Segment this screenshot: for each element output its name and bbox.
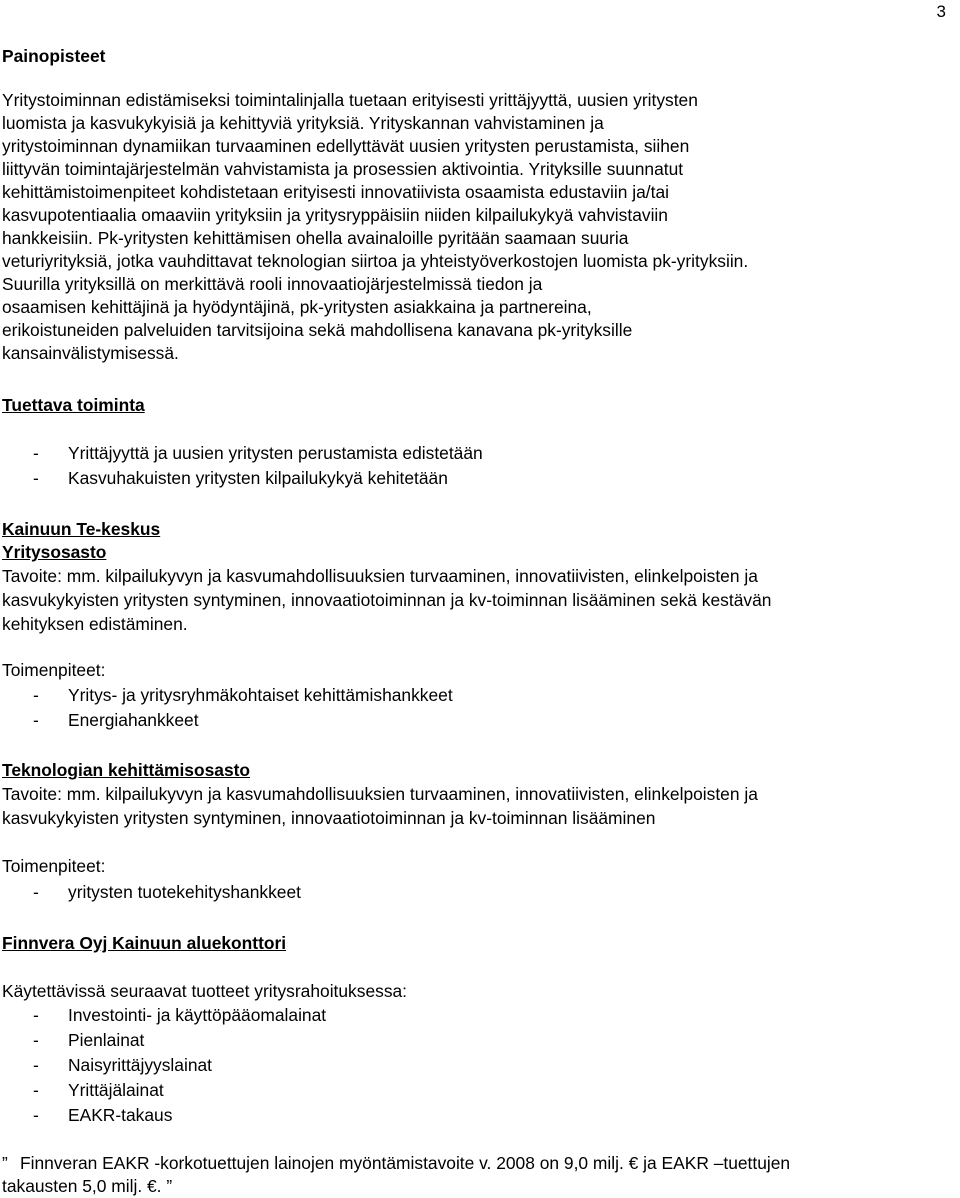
list-item	[2, 1079, 942, 1104]
list-item	[2, 1104, 942, 1129]
list-dash: -	[33, 1005, 39, 1025]
target-text: Finnveran EAKR -korkotuettujen lainojen myöntämistavoite v. 2008 on 9,0 milj. € ja EAKR –tuettujen	[20, 1153, 791, 1173]
toimenpiteet-label: Toimenpiteet:	[2, 856, 106, 876]
list-item	[2, 1004, 942, 1029]
paragraph-line: Yritystoiminnan edistämiseksi toimintalinjalla tuetaan erityisesti yrittäjyyttä, uusien yritysten	[2, 90, 698, 110]
list-item	[2, 1054, 942, 1079]
subheading-yritysosasto: Yritysosasto	[2, 542, 107, 562]
paragraph-line: Tavoite: mm. kilpailukyvyn ja kasvumahdollisuuksien turvaaminen, innovatiivisten, elinkelpoisten ja	[2, 566, 758, 586]
paragraph-line: hankkeisiin. Pk-yritysten kehittämisen ohella avainaloille pyritään saamaan suuria	[2, 228, 629, 248]
list-item	[2, 709, 942, 734]
list-item-text: Investointi- ja käyttöpääomalainat	[68, 1005, 327, 1025]
list-dash: -	[33, 443, 39, 463]
list-item-text: Yrittäjyyttä ja uusien yritysten perustamista edistetään	[68, 443, 483, 463]
document-body	[2, 45, 942, 1198]
list-item	[2, 467, 942, 492]
list-item-text: Kasvuhakuisten yritysten kilpailukykyä kehitetään	[68, 468, 448, 488]
target-line	[2, 1152, 942, 1175]
finnvera-products-list	[2, 1004, 942, 1129]
paragraph-line: kansainvälistymisessä.	[2, 343, 179, 363]
list-item-text: Energiahankkeet	[68, 710, 199, 730]
page-number: 3	[936, 2, 946, 21]
paragraph-line: Suurilla yrityksillä on merkittävä rooli innovaatiojärjestelmissä tiedon ja	[2, 274, 543, 294]
list-item-text: yritysten tuotekehityshankkeet	[68, 882, 301, 902]
list-item	[2, 881, 942, 906]
paragraph-line: yritystoiminnan dynamiikan turvaaminen edellyttävät uusien yritysten perustamista, siihen	[2, 136, 690, 156]
list-dash: -	[33, 685, 39, 705]
paragraph-line: veturiyrityksiä, jotka vauhdittavat teknologian siirtoa ja yhteistyöverkostojen luomista pk-yrityksiin.	[2, 251, 749, 271]
list-item-text: EAKR-takaus	[68, 1105, 173, 1125]
teknologia-tavoite	[2, 782, 942, 830]
paragraph-line: liittyvän toimintajärjestelmän vahvistamista ja prosessien aktivointia. Yrityksille suunnatut	[2, 159, 684, 179]
section-heading-tuettava: Tuettava toiminta	[2, 395, 145, 415]
list-dash: -	[33, 1105, 39, 1125]
finnvera-intro: Käytettävissä seuraavat tuotteet yritysrahoituksessa:	[2, 981, 408, 1001]
paragraph-line: kehittämistoimenpiteet kohdistetaan erityisesti innovatiivista osaamista edustaviin ja/tai	[2, 182, 669, 202]
paragraph-line: osaamisen kehittäjinä ja hyödyntäjinä, pk-yritysten asiakkaina ja partnereina,	[2, 297, 592, 317]
list-dash: -	[33, 1030, 39, 1050]
section-heading-finnvera: Finnvera Oyj Kainuun aluekonttori	[2, 933, 287, 953]
paragraph-line: kasvukykyisten yritysten syntyminen, innovaatiotoiminnan ja kv-toiminnan lisääminen	[2, 808, 656, 828]
list-item-text: Yrittäjälainat	[68, 1080, 164, 1100]
paragraph-line: Tavoite: mm. kilpailukyvyn ja kasvumahdollisuuksien turvaaminen, innovatiivisten, elinkelpoisten ja	[2, 784, 758, 804]
tuettava-list	[2, 442, 942, 492]
paragraph-line: luomista ja kasvukykyisiä ja kehittyviä yrityksiä. Yrityskannan vahvistaminen ja	[2, 113, 604, 133]
list-item	[2, 442, 942, 467]
finnvera-target-note	[2, 1152, 942, 1198]
te-keskus-toimenpiteet-list	[2, 684, 942, 734]
list-item	[2, 684, 942, 709]
list-item-text: Pienlainat	[68, 1030, 145, 1050]
list-dash: -	[33, 882, 39, 902]
list-item-text: Yritys- ja yritysryhmäkohtaiset kehittämishankkeet	[68, 685, 453, 705]
paragraph-line: erikoistuneiden palveluiden tarvitsijoina sekä mahdollisena kanavana pk-yrityksille	[2, 320, 633, 340]
paragraph-line: kehityksen edistäminen.	[2, 614, 188, 634]
list-item-text: Naisyrittäjyyslainat	[68, 1055, 212, 1075]
paragraph-line: kasvukykyisten yritysten syntyminen, innovaatiotoiminnan ja kv-toiminnan lisääminen sekä kestävän	[2, 590, 772, 610]
list-dash: -	[33, 710, 39, 730]
painopisteet-paragraph	[2, 89, 942, 365]
toimenpiteet-label: Toimenpiteet:	[2, 660, 106, 680]
target-line: takausten 5,0 milj. €. ”	[2, 1176, 173, 1196]
te-keskus-tavoite	[2, 564, 942, 636]
quote-mark: ”	[2, 1153, 8, 1173]
section-heading-te-keskus: Kainuun Te-keskus	[2, 519, 161, 539]
paragraph-line: kasvupotentiaalia omaaviin yrityksiin ja yritysryppäisiin niiden kilpailukykyä vahvistaviin	[2, 205, 668, 225]
list-item	[2, 1029, 942, 1054]
list-dash: -	[33, 1055, 39, 1075]
list-dash: -	[33, 1080, 39, 1100]
list-dash: -	[33, 468, 39, 488]
teknologia-toimenpiteet-list	[2, 881, 942, 906]
section-heading-teknologia: Teknologian kehittämisosasto	[2, 760, 251, 780]
section-heading-painopisteet: Painopisteet	[2, 46, 106, 66]
